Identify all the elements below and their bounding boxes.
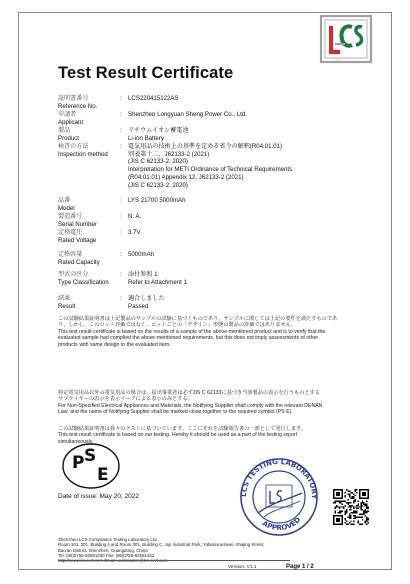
field-value: 別表第十二、J62133-2 (2021)	[128, 150, 210, 158]
note-line: For Non-Specified Electrical Appliances and Materials, the Notifying Supplier shall comply with the relevant DENAN	[58, 402, 323, 409]
note-line: この試験結果証明書は上記製品のサンプルの試験に基づくものであり、サンプルに関しては上記の要件を満たすものであ	[58, 316, 338, 322]
note-line: simultaneously.	[58, 438, 94, 445]
footer-line: http://www.lcs-cert.com Email: webmaster@lcs-cert.com	[58, 558, 168, 564]
note-line: This test result certificate is based on the results of a sample of the above-mentioned product and is to verify that the	[58, 328, 326, 335]
field-label-en: Rated Capacity	[58, 258, 100, 266]
field-label-en: Inspection method	[58, 150, 108, 158]
field-value: (R04.01.01) Appendix 12, J62133-2 (2021)	[128, 173, 244, 181]
field-value: N. A.	[128, 213, 142, 220]
pse-letter-p: P	[72, 453, 85, 473]
field-label-en: Result	[58, 302, 76, 310]
field-value: Interpretation for METI Ordinance of Technical Requirements	[128, 166, 293, 174]
field-value: (JIS C 62133-2: 2020)	[128, 158, 188, 166]
field-value: LCS220415122AS	[128, 95, 179, 102]
field-value: Refer to Attachment 1	[128, 278, 187, 286]
sample-disclaimer	[58, 316, 358, 348]
footer-line: Room 101, 201, Building A and Room 301, Building C, Juji Industrial Park, Yabianxueziwei, Shajing Street,	[58, 542, 265, 548]
field-label-jp: 結果	[58, 295, 71, 302]
field-label-en: Serial Number	[58, 220, 97, 228]
notifying-supplier-note	[58, 390, 358, 416]
note-line: products with same design to the evaluated item.	[58, 341, 171, 348]
field-label-jp: 型式の区分	[58, 271, 89, 278]
version-label: Version: V1.1	[228, 565, 257, 570]
lcs-logo	[318, 14, 374, 64]
field-value: (JIS C 62133-2: 2020)	[128, 181, 188, 189]
note-line: この試験結果証明書は我々のテストに基づいています。ここにそれを試験報告書の一部として発行します。	[58, 426, 306, 432]
field-label-en: Product	[58, 134, 80, 142]
field-label-jp: 定格電圧	[58, 229, 83, 236]
field-label-jp: 申請者	[58, 111, 77, 118]
field-label-jp: 製造番号	[58, 213, 83, 220]
field-value: 3.7V	[128, 229, 141, 236]
field-label-jp: 製品	[58, 127, 71, 134]
field-label-en: Type Classification	[58, 278, 109, 286]
field-value: LYS 21700 5000mAh	[128, 197, 186, 204]
note-line: Law, and the name of Notifying Supplier shall be marked close together to the required symbol (PS E).	[58, 409, 293, 416]
field-label-jp: 定格容量	[58, 251, 83, 258]
field-value: 電気用品の技術上の基準を定める省令の解釈(R04.01.01)	[128, 143, 283, 150]
pse-letter-s: S	[84, 446, 97, 466]
certificate-page: Test Result Certificate 証明書番号 Reference No. : LCS220415122AS 申請者 Applicant : Shenzhen Longyuan Sheng Power Co., Ltd. 製品 Product : リチウムイオン蓄電池 Li-ion Battery 検査の方法 Inspection method : 電気用品の技術上の基準を定める省令の解釈(R04.01.01) 別表第十二、J62133-2 (2021) (JIS C 62133-2: 2020) Interpretation for METI Ordinance of Technical Requirements (R04.01.01) Appendix 12, J62133-2 (2021) (JIS C 62133-2: 2020) 品番 Model : LYS 21700 5000mAh 製造番号 Serial Number : N. A. 定格電圧 Rated Voltage : 3.7V 定格容量 Rated Capacity : 5000mAh 型式の区分 Type Classification : 添付参照 1 Refer to Attachment 1 結果 Result : 適合しました Passed この試験結果証明書は上記製品のサンプルの試験に基づくものであり、サンプルに関しては上記の要件を満たすものであ り、しかし、このロット評価ではなく、ロットごとの「デザイン」形態の製品の評価ではありません。 This test result certificate is based on the results of a sample of the above-mentioned product and is to verify that the evaluated sample had complied the above-mentioned requirements, but this does not imply assessments of other products with same design to the evaluated item. P S E 特定電気用品以外の電気用品の場合は、届出事業者は必ずJIS C 62133に基づき当該製品の表示を行うものとする サプライヤーの表示を表示マークによる表示のみとする。 For Non-Specified Electrical Appliances and Materials, the Notifying Supplier shall comply with the relevant DENAN Law, and the name of Notifying Supplier shall be marked close together to the required symbol (PS E). この試験結果証明書は我々のテストに基づいています。ここにそれを試験報告書の一部として発行します。 This test result certificate is based on our testing. Hereby it should be used as a part of the testing report simultaneously. LCS TESTING LABORATORY APPROVED Date of issue: May 20, 2022 Shenzhen LCS Compliance Testing Laboratory Ltd. Room 101, 201, Building A and Room 301, Building C, Juji Industrial Park, Yabianxueziwei, Shajing Street, Bao'an District, Shenzhen, Guangdong, China Tel: (86)0755-82591330 Fax: (86)0755-82591332 http://www.lcs-cert.com Email: webmaster@lcs-cert.com Version: V1.1 Page 1 / 2	[0, 0, 410, 584]
field-value: Li-ion Battery	[128, 134, 164, 142]
field-label-jp: 検査の方法	[58, 143, 89, 150]
field-label-jp: 品番	[58, 197, 71, 204]
seal-bottom-text: APPROVED	[260, 515, 303, 533]
pse-mark	[60, 441, 122, 496]
testing-basis-note	[58, 426, 358, 445]
footer-line: Tel: (86)0755-82591330 Fax: (86)0755-82591332	[58, 552, 155, 558]
field-value: Shenzhen Longyuan Sheng Power Co., Ltd.	[128, 111, 247, 118]
field-value: Passed	[128, 302, 149, 310]
approved-seal	[236, 457, 322, 542]
note-line: り、しかし、このロット評価ではなく、ロットごとの「デザイン」形態の製品の評価ではありません。	[58, 322, 297, 329]
field-label-en: Model	[58, 204, 75, 212]
field-label-en: Reference No.	[58, 102, 98, 110]
field-label-jp: 証明書番号	[58, 95, 89, 102]
page-number: Page 1 / 2	[286, 564, 314, 570]
note-line: evaluated sample had complied the above-mentioned requirements, but this does not imply assessments of other	[58, 335, 319, 342]
field-value: リチウムイオン蓄電池	[128, 127, 189, 134]
field-value: 5000mAh	[128, 251, 155, 258]
footer-line: Shenzhen LCS Compliance Testing Laboratory Ltd.	[58, 537, 158, 542]
note-line: 特定電気用品以外の電気用品の場合は、届出事業者は必ずJIS C 62133に基づき当該製品の表示を行うものとする	[58, 390, 320, 396]
field-value: 添付参照 1	[128, 271, 158, 278]
svg-text:LCS TESTING LABORATORY	[240, 458, 318, 500]
svg-text:APPROVED	[261, 516, 303, 532]
note-line: サプライヤーの表示を表示マークによる表示のみとする。	[58, 396, 193, 403]
field-label-en: Rated Voltage	[58, 236, 97, 244]
certificate-title: Test Result Certificate	[58, 64, 234, 82]
field-label-en: Applicant	[58, 118, 84, 126]
note-line: This test result certificate is based on our testing. Hereby it should be used as a part of the testing report	[58, 432, 298, 439]
field-value: 適合しました	[128, 295, 165, 302]
pse-letter-e: E	[97, 465, 109, 485]
footer-line: Bao'an District, Shenzhen, Guangdong, China	[58, 547, 148, 553]
qr-code	[333, 489, 369, 525]
footer-divider	[58, 560, 290, 561]
issue-date: Date of issue: May 20, 2022	[58, 493, 139, 500]
seal-top-text: LCS TESTING LABORATORY	[239, 457, 319, 500]
